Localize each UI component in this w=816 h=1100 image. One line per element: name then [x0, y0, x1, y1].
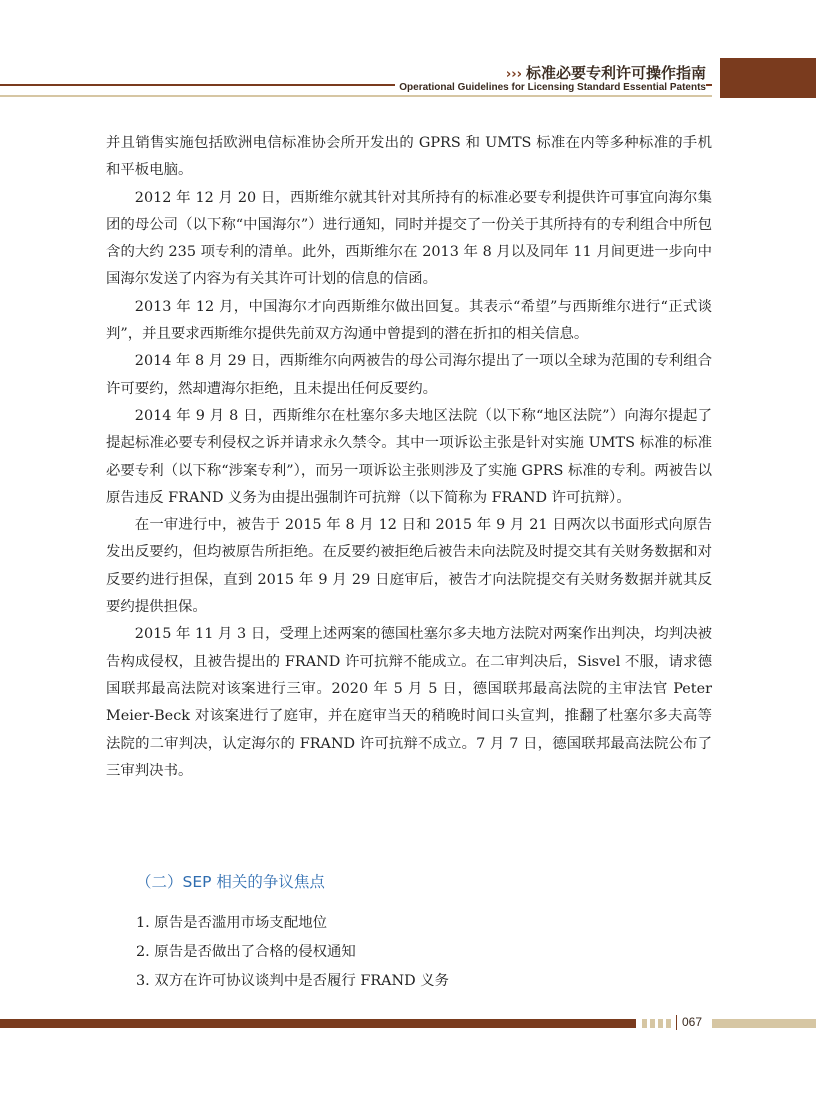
paragraph: 2012 年 12 月 20 日，西斯维尔就其针对其所持有的标准必要专利提供许可事宜向海尔集团的母公司（以下称“中国海尔”）进行通知，同时并提交了一份关于其所持有的专利组合中所包含的大约 235 项专利的清单。此外，西斯维尔在 2013 年 8 月以及同年 11 月间更进一步向中国海尔发送了内容为有关其许可计划的信息的信函。 [106, 189, 712, 288]
list-item: 1. 原告是否滥用市场支配地位 [136, 915, 327, 931]
paragraph: 2014 年 8 月 29 日，西斯维尔向两被告的母公司海尔提出了一项以全球为范围的专利组合许可要约，然却遭海尔拒绝，且未提出任何反要约。 [106, 353, 712, 397]
list-item: 3. 双方在许可协议谈判中是否履行 FRAND 义务 [136, 973, 450, 989]
paragraph: 2014 年 9 月 8 日，西斯维尔在杜塞尔多夫地区法院（以下称“地区法院”）向海尔提起了提起标准必要专利侵权之诉并请求永久禁令。其中一项诉讼主张是针对实施 UMTS 标准的标准必要专利（以下称“涉案专利”），而另一项诉讼主张则涉及了实施 GPRS 标准的专利。两被告以原告违反 FRAND 义务为由提出强制许可抗辩（以下简称为 FRAND 许可抗辩）。 [106, 407, 712, 506]
footer-ticks [642, 1019, 671, 1028]
section-heading: （二）SEP 相关的争议焦点 [136, 873, 325, 891]
paragraph-continued: 并且销售实施包括欧洲电信标准协会所开发出的 GPRS 和 UMTS 标准在内等多种标准的手机和平板电脑。 [106, 135, 712, 179]
header-rule-bottom [0, 95, 712, 97]
chevron-icon: ››› [505, 67, 522, 82]
paragraph: 2013 年 12 月，中国海尔才向西斯维尔做出回复。其表示“希望”与西斯维尔进行“正式谈判”，并且要求西斯维尔提供先前双方沟通中曾提到的潜在折扣的相关信息。 [106, 298, 712, 343]
list-item: 2. 原告是否做出了合格的侵权通知 [136, 944, 356, 960]
paragraph: 2015 年 11 月 3 日，受理上述两案的德国杜塞尔多夫地方法院对两案作出判决，均判决被告构成侵权，且被告提出的 FRAND 许可抗辩不能成立。在二审判决后，Sisvel 不服，请求德国联邦最高法院对该案进行三审。2020 年 5 月 5 日，德国联邦最高法院的主审法官 Peter Meier-Beck 对该案进行了庭审，并在庭审当天的稍晚时间口头宣判，推翻了杜塞尔多夫高等法院的二审判决，认定海尔的 FRAND 许可抗辩不成立。7 月 7 日，德国联邦最高法院公布了三审判决书。 [106, 626, 712, 779]
paragraph: 在一审进行中，被告于 2015 年 8 月 12 日和 2015 年 9 月 21 日两次以书面形式向原告发出反要约，但均被原告所拒绝。在反要约被拒绝后被告未向法院及时提交其有关财务数据和对反要约进行担保，直到 2015 年 9 月 29 日庭审后，被告才向法院提交有关财务数据并就其反要约提供担保。 [106, 517, 712, 616]
footer-bar-left [0, 1019, 636, 1028]
header-color-block [720, 58, 816, 98]
page-number: 067 [676, 1015, 702, 1030]
footer-bar-right [712, 1019, 816, 1028]
issue-list [136, 909, 449, 996]
running-title-cn-text: 标准必要专利许可操作指南 [525, 64, 706, 82]
running-title-en: Operational Guidelines for Licensing Standard Essential Patents [395, 82, 706, 93]
running-title-cn [506, 62, 706, 83]
body-text [106, 130, 712, 785]
